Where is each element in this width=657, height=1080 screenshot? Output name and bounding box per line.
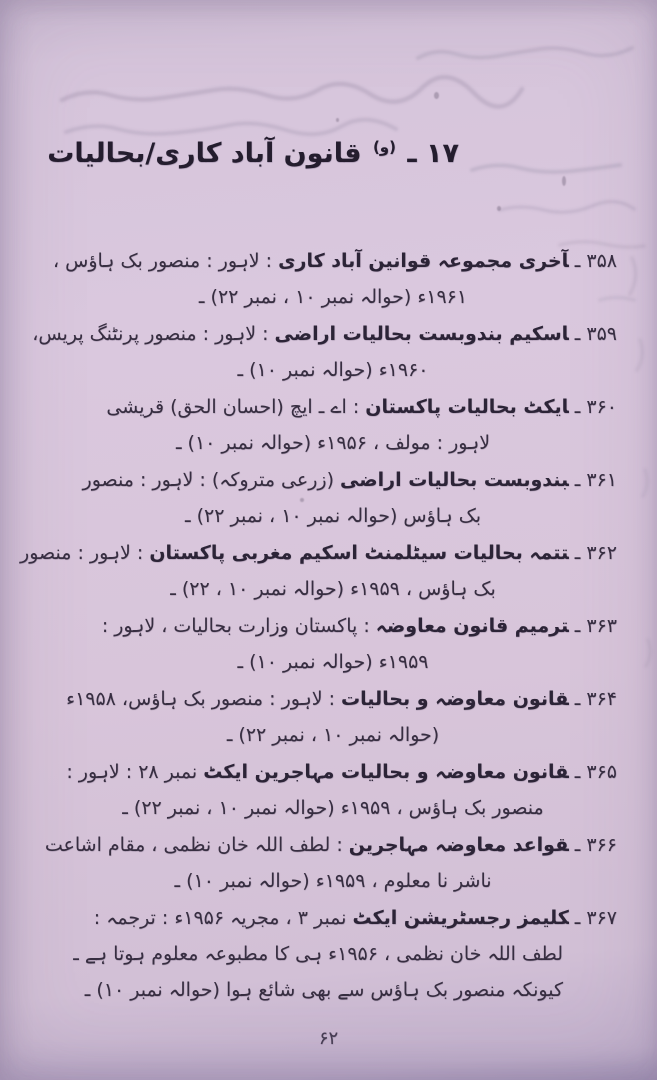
bibliography-entry: [49, 243, 617, 315]
entry-title: بندوبست بحالیات اراضی: [340, 469, 569, 491]
section-sub-marker: (و): [372, 138, 396, 156]
entry-continuation: لطف اللہ خان نظمی ، ۱۹۵۶ء ہی کا مطبوعہ معلوم ہوتا ہے ـ: [73, 943, 563, 965]
entry-continuation: ۱۹۵۹ء (حوالہ نمبر ۱۰) ـ: [237, 651, 429, 673]
entry-title: آخری مجموعہ قوانین آباد کاری: [278, 250, 569, 272]
entry-number: ۳۶۲ ـ: [574, 542, 617, 564]
entry-continuation: (حوالہ نمبر ۱۰ ، نمبر ۲۲) ـ: [226, 724, 440, 746]
bibliography-entry: [49, 900, 617, 1008]
entry-number: ۳۶۵ ـ: [574, 761, 617, 783]
entry-continuation: بک ہاؤس ، ۱۹۵۹ء (حوالہ نمبر ۱۰ ، ۲۲) ـ: [170, 578, 496, 600]
entry-continuation: منصور بک ہاؤس ، ۱۹۵۹ء (حوالہ نمبر ۱۰ ، نمبر ۲۲) ـ: [122, 797, 544, 819]
bibliography-entry: [49, 754, 617, 826]
bibliography-list: [20, 243, 617, 1009]
entry-detail: : لطف اللہ خان نظمی ، مقام اشاعت: [44, 834, 349, 856]
ink-speck: [434, 92, 439, 99]
bibliography-entry: [49, 462, 617, 534]
entry-number: ۳۶۰ ـ: [574, 396, 617, 418]
bibliography-entry: [49, 608, 617, 680]
entry-continuation: ۱۹۶۱ء (حوالہ نمبر ۱۰ ، نمبر ۲۲) ـ: [198, 286, 468, 308]
bibliography-entry: [32, 316, 617, 388]
bibliography-entry: [20, 535, 617, 607]
section-heading: [47, 138, 459, 169]
entry-title: ایکٹ بحالیات پاکستان: [365, 396, 569, 418]
page-number: ۶۲: [318, 1028, 339, 1049]
entry-detail: : لاہور : منصور بک ہاؤس، ۱۹۵۸ء: [66, 688, 342, 710]
entry-detail: : اے ـ ایچ (احسان الحق) قریشی: [106, 396, 366, 418]
entry-number: ۳۵۸ ـ: [574, 250, 617, 272]
ink-speck: [336, 118, 339, 122]
entry-title: قانون معاوضہ و بحالیات: [341, 688, 569, 710]
entry-detail: (زرعی متروکہ) : لاہور : منصور: [82, 469, 341, 491]
entry-title: قواعد معاوضہ مہاجرین: [348, 834, 569, 856]
entry-number: ۳۶۷ ـ: [574, 907, 617, 929]
entry-number: ۳۶۳ ـ: [574, 615, 617, 637]
entry-number: ۳۶۴ ـ: [574, 688, 617, 710]
entry-detail: : لاہور : منصور بک ہاؤس ،: [52, 250, 279, 272]
entry-continuation: ۱۹۶۰ء (حوالہ نمبر ۱۰) ـ: [237, 359, 429, 381]
entry-detail: : پاکستان وزارت بحالیات ، لاہور :: [101, 615, 376, 637]
entry-continuation: کیونکہ منصور بک ہاؤس سے بھی شائع ہوا (حوالہ نمبر ۱۰) ـ: [84, 979, 563, 1001]
bibliography-entry: [44, 827, 617, 899]
entry-number: ۳۶۱ ـ: [574, 469, 617, 491]
entry-title: تتمہ بحالیات سیٹلمنٹ اسکیم مغربی پاکستان: [149, 542, 569, 564]
entry-title: قانون معاوضہ و بحالیات مہاجرین ایکٹ: [203, 761, 569, 783]
entry-detail: : لاہور : منصور پرنٹنگ پریس،: [32, 323, 275, 345]
section-number: ۱۷ ـ: [407, 138, 459, 169]
bibliography-entry: [49, 389, 617, 461]
entry-continuation: ناشر نا معلوم ، ۱۹۵۹ء (حوالہ نمبر ۱۰) ـ: [174, 870, 492, 892]
entry-continuation: لاہور : مولف ، ۱۹۵۶ء (حوالہ نمبر ۱۰) ـ: [175, 432, 491, 454]
entry-title: کلیمز رجسٹریشن ایکٹ: [352, 907, 569, 929]
entry-continuation: بک ہاؤس (حوالہ نمبر ۱۰ ، نمبر ۲۲) ـ: [184, 505, 482, 527]
entry-detail: نمبر ۲۸ : لاہور :: [66, 761, 204, 783]
entry-detail: : لاہور : منصور: [20, 542, 150, 564]
ink-speck: [562, 176, 566, 186]
ink-speck: [497, 206, 501, 211]
entry-title: اسکیم بندوبست بحالیات اراضی: [274, 323, 569, 345]
section-title: قانون آباد کاری/بحالیات: [47, 138, 362, 169]
entry-number: ۳۶۶ ـ: [574, 834, 617, 856]
entry-number: ۳۵۹ ـ: [574, 323, 617, 345]
entry-detail: نمبر ۳ ، مجریہ ۱۹۵۶ء : ترجمہ :: [93, 907, 353, 929]
entry-title: ترمیم قانون معاوضہ: [375, 615, 569, 637]
bibliography-entry: [49, 681, 617, 753]
